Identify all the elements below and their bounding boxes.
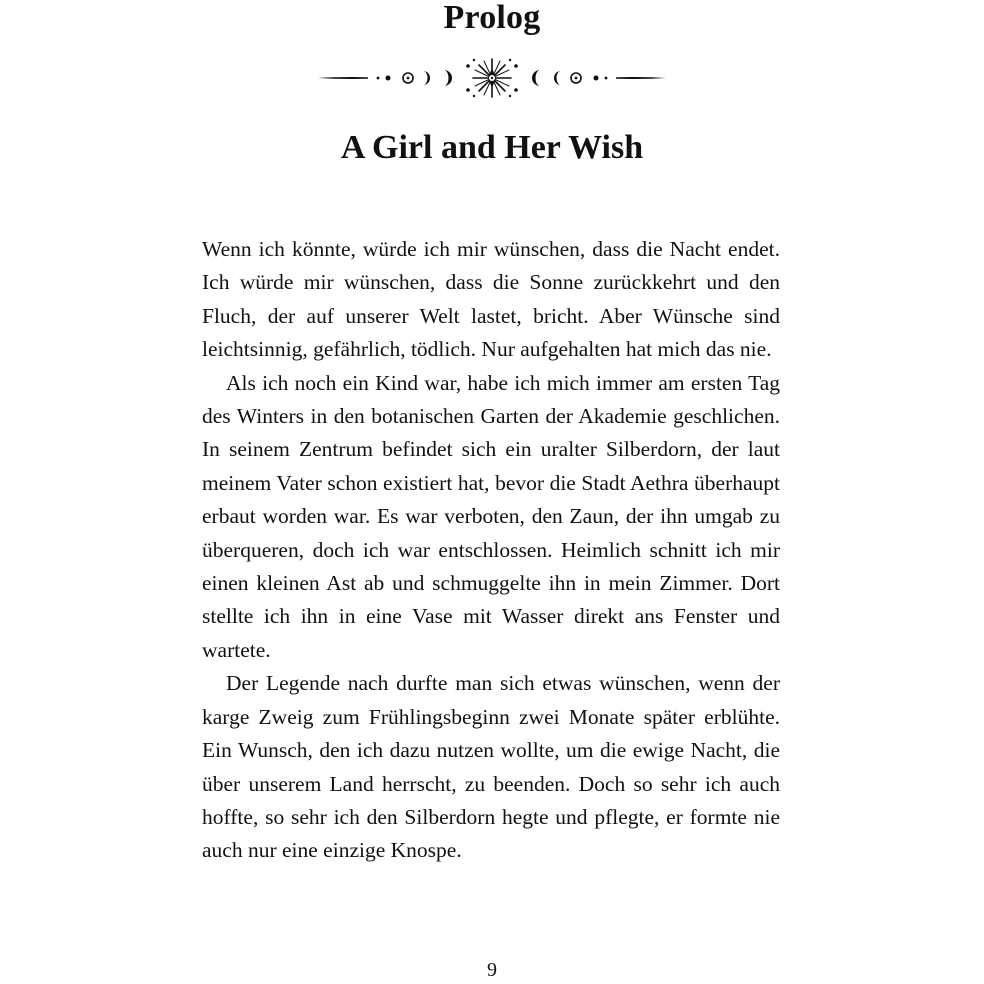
paragraph: Als ich noch ein Kind war, habe ich mich immer am ersten Tag des Winters in den botanischen Garten der Akademie geschlichen. In seinem Zentrum befindet sich ein uralter Silberdorn, der laut meinem Vater schon existiert hat, bevor die Stadt Aethra überhaupt erbaut worden war. Es war verboten, den Zaun, der ihn umgab zu überqueren, doch ich war entschlossen. Heimlich schnitt ich mir einen kleinen Ast ab und schmuggelte ihn in mein Zimmer. Dort stellte ich ihn in eine Vase mit Wasser direkt ans Fenster und wartete. (202, 370, 780, 662)
page-number: 9 (487, 959, 497, 981)
paragraph: Der Legende nach durfte man sich etwas wünschen, wenn der karge Zweig zum Frühlingsbeginn zwei Monate später erblühte. Ein Wunsch, den ich dazu nutzen wollte, um die ewige Nacht, die über unserem Land herrscht, zu beenden. Doch so sehr ich auch hoffte, so sehr ich den Silberdorn hegte und pflegte, er formte nie auch nur eine einzige Knospe. (202, 671, 780, 863)
moon-star-divider-icon (310, 54, 674, 104)
chapter-label: Prolog (443, 0, 541, 36)
paragraph: Wenn ich könnte, würde ich mir wünschen, dass die Nacht endet. Ich würde mir wünschen, dass die Sonne zurückkehrt und den Fluch, der auf unserer Welt lastet, bricht. Aber Wünsche sind leichtsinnig, gefährlich, tödlich. Nur aufgehalten hat mich das nie. (202, 237, 780, 362)
body-text (202, 233, 780, 868)
chapter-title: A Girl and Her Wish (340, 129, 644, 166)
